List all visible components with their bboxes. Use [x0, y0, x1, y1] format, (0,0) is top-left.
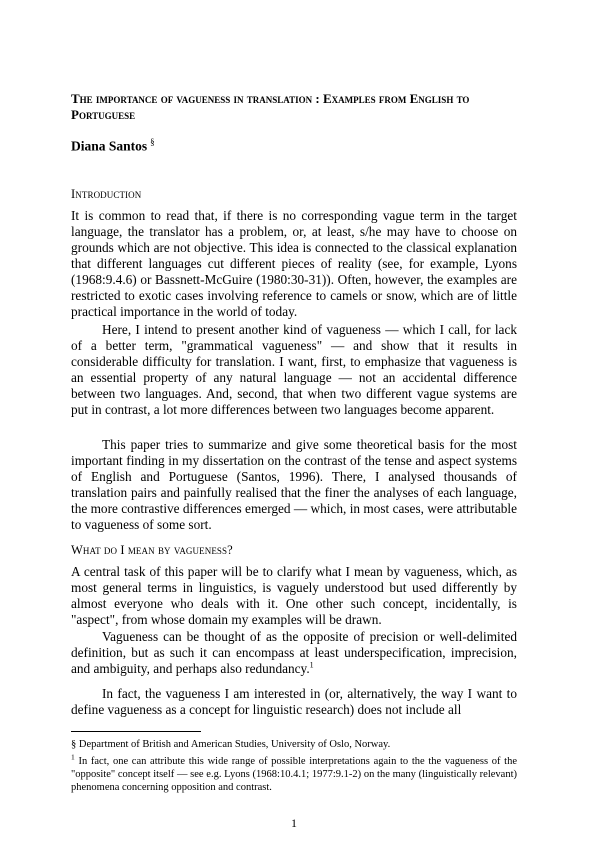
- footnote: [71, 752, 518, 794]
- footnote-text: In fact, one can attribute this wide range of possible interpretations again to the the vagueness of the "opposite" concept itself — see e.g. Lyons (1968:10.4.1; 1977:9.1-2) on the many (linguistically relevant) phenomena concerning opposition and contrast.: [71, 756, 518, 793]
- paragraph: [71, 629, 517, 677]
- author-name-text: Diana Santos: [71, 138, 148, 154]
- paragraph-text: Vagueness can be thought of as the opposite of precision or well-delimited definition, but as such it can encompass at least underspecification, imprecision, and ambiguity, and perhaps also redundancy.: [71, 629, 517, 676]
- footnote-mark: 1: [71, 752, 75, 762]
- paragraph: A central task of this paper will be to clarify what I mean by vagueness, which, as most general terms in linguistics, is vaguely understood but used differently by almost everyone who deals with it. One other such concept, incidentally, is "aspect", from whose domain my examples will be drawn.: [71, 564, 517, 627]
- footnote-divider: [71, 731, 201, 732]
- paragraph: This paper tries to summarize and give some theoretical basis for the most important finding in my dissertation on the contrast of the tense and aspect systems of English and Portuguese (Santos, 1996). There, I analysed thousands of translation pairs and painfully realised that the finer the analyses of each language, the more contrastive differences emerged — which, in most cases, were attributable to vagueness of some sort.: [71, 437, 517, 532]
- paragraph: It is common to read that, if there is no corresponding vague term in the target language, the translator has a problem, or, at least, s/he may have to choose on grounds which are not objective. This idea is connected to the classical explanation that different languages cut different pieces of reality (see, for example, Lyons (1968:9.4.6) or Bassnett-McGuire (1980:30-31)). Often, however, the examples are restricted to exotic cases involving reference to camels or snow, which are of little practical importance in the world of today.: [71, 208, 517, 319]
- section-heading-vagueness: What do I mean by vagueness?: [71, 543, 233, 557]
- page-number: 1: [291, 816, 297, 830]
- footnote-text: Department of British and American Studies, University of Oslo, Norway.: [78, 739, 391, 750]
- footnote-mark: §: [71, 739, 77, 750]
- footnote-ref: 1: [309, 660, 314, 670]
- paragraph: Here, I intend to present another kind of vagueness — which I call, for lack of a better term, "grammatical vagueness" — and show that it results in considerable difficulty for translation. I want, first, to emphasize that vagueness is an essential property of any natural language — not an accidental difference between two languages. And, second, that when two different vague systems are put in contrast, a lot more differences between two languages become apparent.: [71, 322, 517, 417]
- paragraph: In fact, the vagueness I am interested in (or, alternatively, the way I want to define vagueness as a concept for linguistic research) does not include all: [71, 686, 517, 717]
- author-name: [71, 137, 155, 155]
- section-heading-introduction: Introduction: [71, 187, 142, 201]
- author-affiliation-mark: §: [150, 137, 155, 147]
- footnote: [71, 738, 517, 751]
- paper-title: The importance of vagueness in translation : Examples from English to Portuguese: [71, 91, 470, 122]
